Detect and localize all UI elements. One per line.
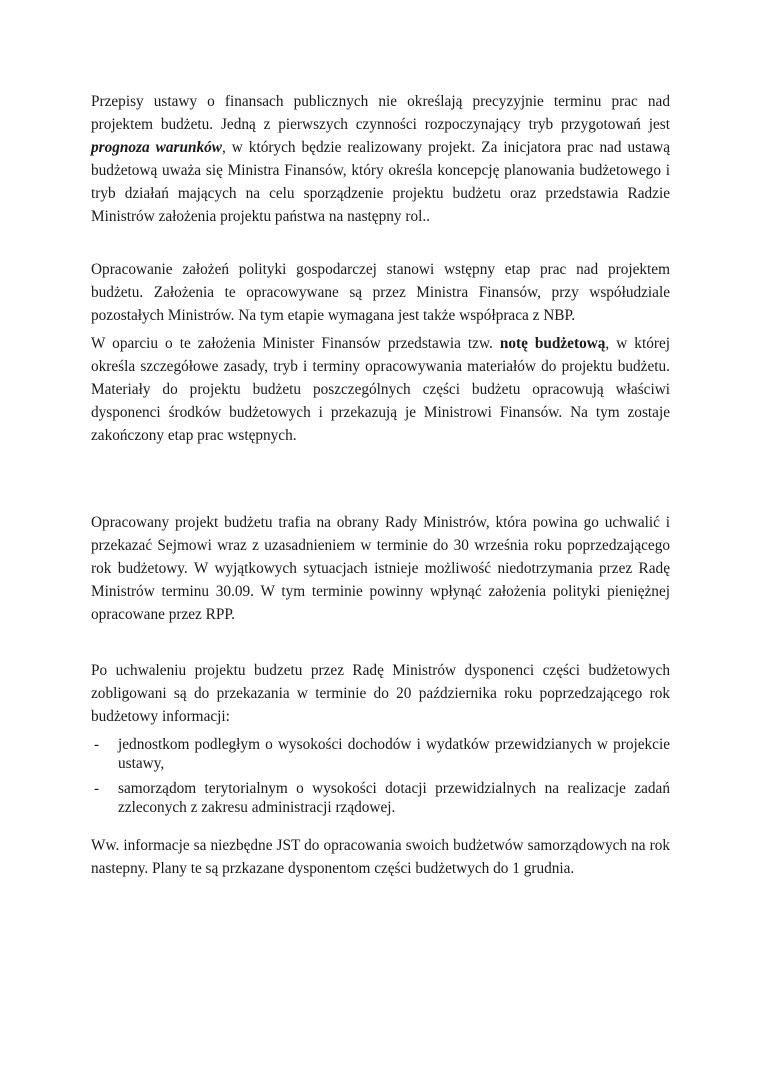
emphasis-nota-budzetowa: notę budżetową	[499, 335, 606, 352]
paragraph-jst-information: Ww. informacje sa niezbędne JST do opracowania swoich budżetwów samorządowych na rok nastepny. Plany te są przkazane dysponentom części budżetwych do 1 grudnia.	[91, 837, 670, 877]
paragraph-budget-note	[91, 332, 670, 447]
paragraph-text: , w której określa szczegółowe zasady, tryb i terminy opracowywania materiałów do projektu budżetu. Materiały do projektu budżetu poszczególnych części budżetu opracowują właściwi dysponenci środków budżetowych i przekazują je Ministrowi Finansów. Na tym zostaje zakończony etap prac wstępnych.	[91, 335, 670, 444]
list-item-text: jednostkom podległym o wysokości dochodów i wydatków przewidzianych w projekcie ustawy,	[118, 736, 670, 772]
list-item	[91, 735, 670, 773]
paragraph-text: W oparciu o te założenia Minister Finansów przedstawia tzw.	[91, 335, 500, 352]
list-item-text: samorządom terytorialnym o wysokości dotacji przewidzialnych na realizacje zadań zzleconych z zakresu administracji rządowej.	[118, 780, 670, 816]
emphasis-prognoza: prognoza warunków	[91, 139, 222, 156]
paragraph-budget-rules	[91, 90, 670, 228]
paragraph-text: , w których będzie realizowany projekt. Za inicjatora prac nad ustawą budżetową uważa się Ministra Finansów, który określa koncepcję planowania budżetowego i tryb działań mających na celu sporządzenie projektu budżetu oraz przedstawia Radzie Ministrów założenia projektu państwa na następny rol..	[91, 139, 670, 225]
information-list	[91, 735, 670, 823]
paragraph-after-adoption: Po uchwaleniu projektu budzetu przez Radę Ministrów dysponenci części budżetowych zobligowani są do przekazania w terminie do 20 października roku poprzedzającego rok budżetowy informacji:	[91, 662, 670, 725]
list-dash-marker: -	[94, 780, 100, 797]
list-dash-marker: -	[94, 736, 100, 753]
paragraph-text: Przepisy ustawy o finansach publicznych nie określają precyzyjnie terminu prac nad projektem budżetu. Jedną z pierwszych czynności rozpoczynający tryb przygotowań jest	[91, 93, 670, 133]
paragraph-council-of-ministers: Opracowany projekt budżetu trafia na obrany Rady Ministrów, która powina go uchwalić i przekazać Sejmowi wraz z uzasadnieniem w terminie do 30 września roku poprzedzającego rok budżetowy. W wyjątkowych sytuacjach istnieje możliwość niedotrzymania przez Radę Ministrów terminu 30.09. W tym terminie powinny wpłynąć założenia polityki pieniężnej opracowane przez RPP.	[91, 514, 670, 623]
paragraph-economic-policy: Opracowanie założeń polityki gospodarczej stanowi wstępny etap prac nad projektem budżetu. Założenia te opracowywane są przez Ministra Finansów, przy współudziale pozostałych Ministrów. Na tym etapie wymagana jest także współpraca z NBP.	[91, 261, 670, 324]
list-item	[91, 779, 670, 817]
